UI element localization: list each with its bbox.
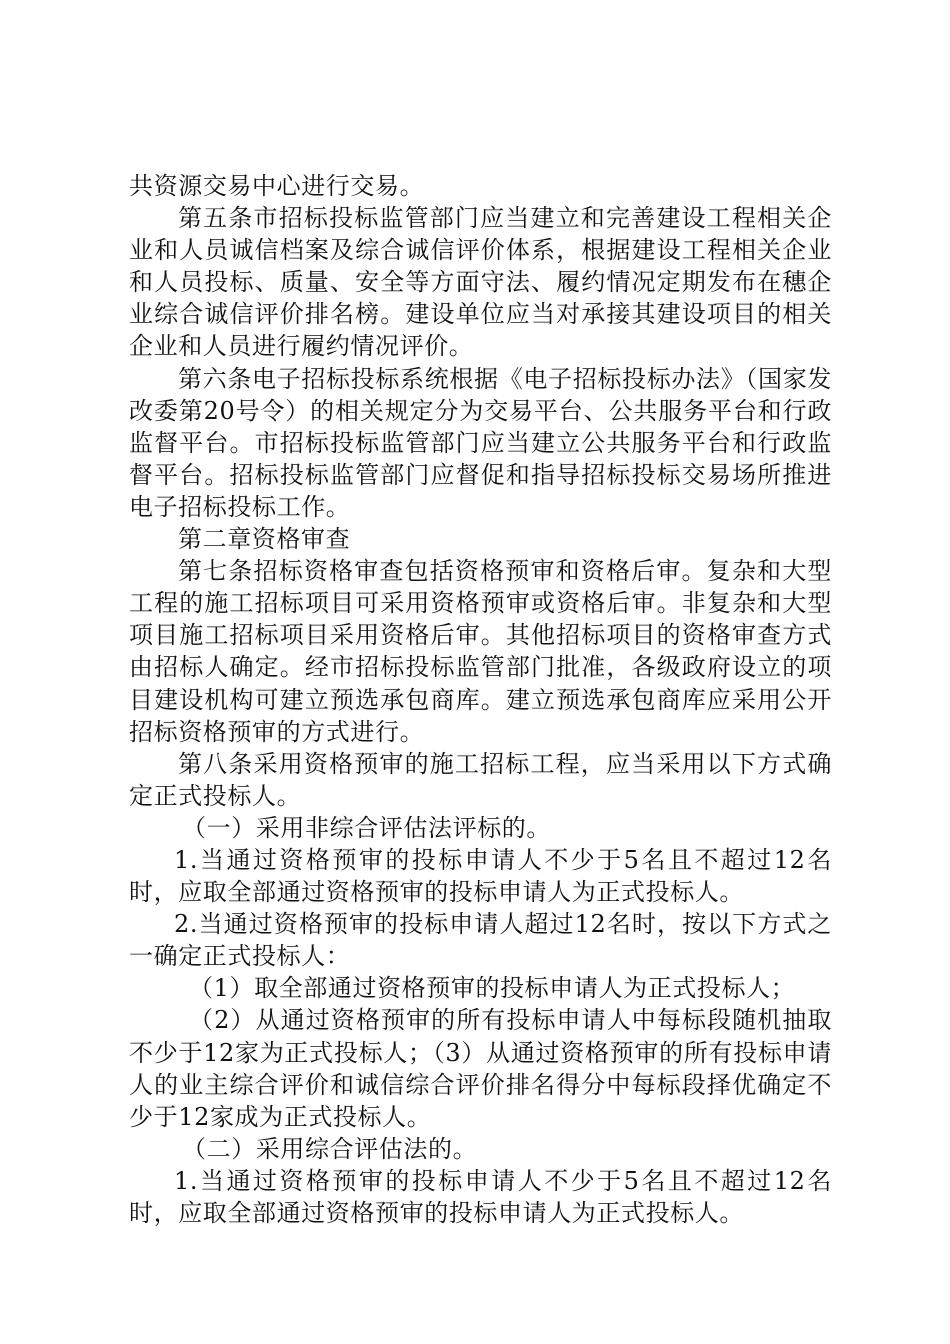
item-1: 1.当通过资格预审的投标申请人不少于5名且不超过12名时，应取全部通过资格预审的投标申请人为正式投标人。 [129, 845, 832, 907]
document-body [129, 170, 832, 1229]
paragraph-continuation: 共资源交易中心进行交易。 [129, 172, 425, 200]
item-1-second: 1.当通过资格预审的投标申请人不少于5名且不超过12名时，应取全部通过资格预审的投标申请人为正式投标人。 [129, 1166, 832, 1227]
sub-item-1: （1）取全部通过资格预审的投标申请人为正式投标人； [189, 974, 796, 1003]
subsection-two: （二）采用综合评估法的。 [182, 1134, 478, 1163]
subsection-one: （一）采用非综合评估法评标的。 [182, 813, 551, 842]
paragraph-article-5: 第五条市招标投标监管部门应当建立和完善建设工程相关企业和人员诚信档案及综合诚信评价体系，根据建设工程相关企业和人员投标、质量、安全等方面守法、履约情况定期发布在穗企业综合诚信评价排名榜。建设单位应当对承接其建设项目的相关企业和人员进行履约情况评价。 [129, 204, 832, 361]
sub-item-2-3: （2）从通过资格预审的所有投标申请人中每标段随机抽取不少于12家为正式投标人；（3）从通过资格预审的所有投标申请人的业主综合评价和诚信综合评价排名得分中每标段择优确定不少于12家成为正式投标人。 [129, 1006, 832, 1131]
chapter-heading: 第二章资格审查 [178, 525, 351, 554]
item-2: 2.当通过资格预审的投标申请人超过12名时，按以下方式之一确定正式投标人： [129, 910, 832, 971]
paragraph-article-8: 第八条采用资格预审的施工招标工程，应当采用以下方式确定正式投标人。 [129, 749, 832, 810]
paragraph-article-7: 第七条招标资格审查包括资格预审和资格后审。复杂和大型工程的施工招标项目可采用资格预审或资格后审。非复杂和大型项目施工招标项目采用资格后审。其他招标项目的资格审查方式由招标人确定。经市招标投标监管部门批准，各级政府设立的项目建设机构可建立预选承包商库。建立预选承包商库应采用公开招标资格预审的方式进行。 [129, 557, 832, 746]
paragraph-article-6: 第六条电子招标投标系统根据《电子招标投标办法》（国家发改委第20号令）的相关规定分为交易平台、公共服务平台和行政监督平台。市招标投标监管部门应当建立公共服务平台和行政监督平台。招标投标监管部门应督促和指导招标投标交易场所推进电子招标投标工作。 [129, 364, 832, 521]
